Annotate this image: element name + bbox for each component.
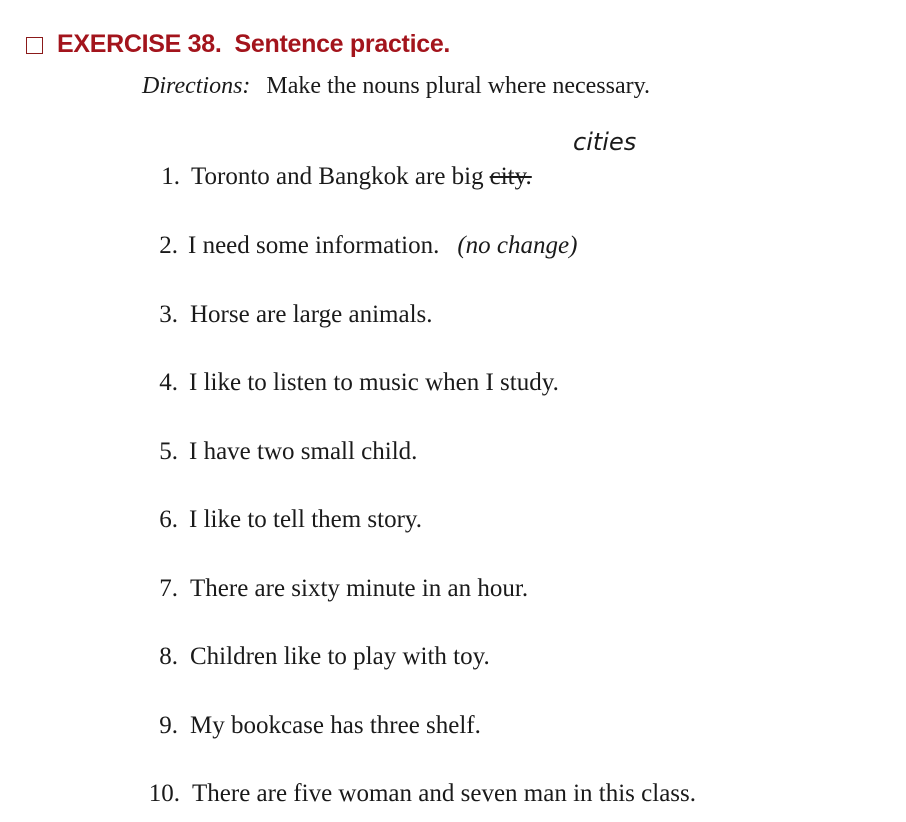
item-text: There are five woman and seven man in this class.: [192, 780, 696, 807]
item-number: 2.: [159, 232, 178, 259]
item-text: I like to listen to music when I study.: [189, 369, 559, 396]
handwritten-correction: cities: [573, 128, 637, 156]
item-number: 7.: [159, 575, 178, 602]
item-number: 6.: [159, 506, 178, 533]
list-item: [0, 301, 906, 341]
item-text: I have two small child.: [189, 438, 418, 465]
list-item: [0, 232, 906, 272]
list-item: [0, 369, 906, 409]
list-item: [0, 506, 906, 546]
item-text: My bookcase has three shelf.: [190, 712, 481, 739]
list-item: [0, 643, 906, 683]
directions-label: Directions:: [142, 73, 251, 99]
exercise-title: Sentence practice.: [234, 30, 451, 58]
item-text: I like to tell them story.: [189, 506, 423, 533]
checkbox-icon[interactable]: [26, 37, 43, 54]
item-number: 5.: [159, 438, 178, 465]
list-item: [0, 575, 906, 615]
directions-text: Make the nouns plural where necessary.: [266, 73, 651, 99]
item-number: 4.: [159, 369, 178, 396]
list-item: [0, 438, 906, 478]
item-number: 3.: [159, 301, 178, 328]
item-number: 8.: [159, 643, 178, 670]
exercise-label: EXERCISE 38.: [57, 30, 222, 58]
directions: [142, 73, 650, 100]
list-item: [0, 712, 906, 752]
list-item: [0, 780, 906, 820]
item-text: Toronto and Bangkok are big city.: [191, 163, 532, 190]
item-text: I need some information. (no change): [188, 232, 578, 259]
struck-word: city.: [489, 163, 532, 190]
exercise-header: [26, 30, 450, 59]
list-item: [0, 163, 906, 203]
item-text: There are sixty minute in an hour.: [190, 575, 529, 602]
item-note: (no change): [457, 232, 578, 259]
item-number: 1.: [161, 163, 180, 190]
item-number: 9.: [159, 712, 178, 739]
item-text: Horse are large animals.: [190, 301, 433, 328]
item-number: 10.: [148, 780, 180, 807]
item-text: Children like to play with toy.: [190, 643, 490, 670]
